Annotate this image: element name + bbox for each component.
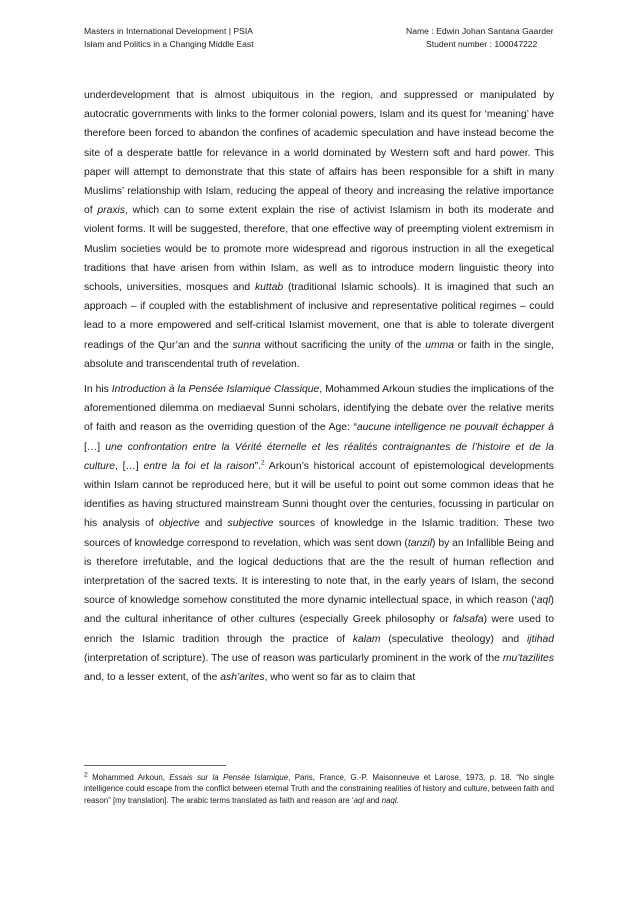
text-run: In his [84,384,112,396]
text-run: or faith in the single, absolute and transcendental truth of revelation. [84,339,554,370]
footnote-2 [84,772,554,806]
text-run: and [364,795,382,805]
italic-quote: aucune intelligence ne pouvait échapper à [356,422,554,434]
italic-quote: entre la foi et la raison [143,460,255,472]
footnote-reference[interactable]: 2 [261,459,265,467]
text-run: . [396,795,399,805]
italic-term: naql [381,795,397,805]
text-run: and [199,518,228,530]
text-run: , which can to some extent explain the rise of activist Islamism in both its moderate and violent forms. It will be suggested, therefore, that one effective way of preempting violent extremism in Muslim societies would be to promote more widespread and rigorous instruction in all the exegetical traditions that have arisen from within Islam, as well as to introduce modern linguistic theory into schools, universities, mosques and [84,205,554,294]
text-run: Mohammed Arkoun, [87,773,170,782]
italic-term: aql [353,795,365,805]
text-run: , Paris, France, G.-P. Maisonneuve et Larose, 1973, p. 18. “No single intelligence could escape from the conflict between eternal Truth and the constraining realities of history and culture, between faith and reason” [my translation]. The arabic terms translated as faith and reason are ‘ [84,773,555,805]
text-run: ) and the cultural inheritance of other cultures (especially Greek philosophy or [84,595,554,626]
footnote-marker: 2 [84,771,88,779]
header-program: Masters in International Development | PSIA [84,26,253,36]
page-body [84,86,554,687]
text-run: (interpretation of scripture). The use of reason was particularly prominent in the work of the [84,652,503,664]
italic-term: sunna [232,339,261,351]
text-run: sources of knowledge in the Islamic tradition. These two sources of knowledge correspond to revelation, which was sent down ( [84,518,555,549]
italic-term: subjective [227,518,274,530]
italic-term: praxis [97,205,126,217]
italic-book-title: Essais sur la Pensée Islamique [169,773,289,782]
header-course-title: Islam and Politics in a Changing Middle East [84,38,254,49]
text-run: […] [84,441,106,453]
italic-term: tanzil [407,537,433,549]
italic-term: falsafa [453,614,484,626]
paragraph-2 [84,380,554,687]
footnote-separator [84,765,226,766]
text-run: ) by an Infallible Being and is therefore irrefutable, and the logical deductions that are the the result of human reflection and interpretation of the sacred texts. It is interesting to note that, in the early years of Islam, the second source of knowledge somehow constituted the more dynamic intellectual space, in which reason (‘ [84,537,554,607]
italic-term: aql [536,595,551,607]
italic-term: mu’tazilites [502,652,554,664]
italic-term: ijtihad [526,633,554,645]
italic-term: kalam [352,633,381,645]
text-run: , who went so far as to claim that [264,672,416,684]
text-run: Arkoun’s historical account of epistemological developments within Islam cannot be reproduced here, but it will be useful to point out some common ideas that he identifies as having structured mainstream Sunni thought over the centuries, focussing in particular on his analysis of [84,460,554,530]
header-student-name: Name : Edwin Johan Santana Gaarder [406,26,554,36]
text-run: ”. [254,460,261,472]
header-student-number: Student number : 100047222 [426,38,538,49]
header-student-info [406,25,554,50]
text-run: and, to a lesser extent, of the [84,672,221,684]
italic-book-title: Introduction à la Pensée Islamique Classique [111,384,320,396]
text-run: (traditional Islamic schools). It is imagined that such an approach – if coupled with the establishment of inclusive and representative political regimes – could lead to a more empowered and self-critical Islamist movement, one that is able to tolerate divergent readings of the Qur’an and the [84,282,554,351]
text-run: ) were used to enrich the Islamic tradition through the practice of [84,614,554,645]
text-run: , […] [115,460,144,472]
paragraph-1 [84,86,554,374]
italic-quote: une confrontation entre la Vérité éternelle et les réalités contraignantes de l’histoire et de la culture [84,441,554,472]
italic-term: kuttab [254,282,284,294]
header-course-info [84,25,254,50]
italic-term: objective [158,518,200,530]
text-run: (speculative theology) and [380,633,527,645]
italic-term: umma [425,339,454,351]
text-run: underdevelopment that is almost ubiquitous in the region, and suppressed or manipulated by autocratic governments with links to the former colonial powers, Islam and its quest for ‘meaning’ have therefore been forced to abandon the confines of academic speculation and have instead become the site of a desperate battle for relevance in a world dominated by Western soft and hard power. This paper will attempt to demonstrate that this state of affairs has been responsible for a shift in many Muslims’ relationship with Islam, reducing the appeal of theory and increasing the relative importance of [84,90,554,217]
text-run: without sacrificing the unity of the [260,339,426,351]
text-run: , Mohammed Arkoun studies the implications of the aforementioned dilemma on mediaeval Sunni scholars, identifying the debate over the relative merits of faith and reason as the overriding question of the Age: “ [84,384,554,434]
italic-term: ash’arites [220,672,265,684]
